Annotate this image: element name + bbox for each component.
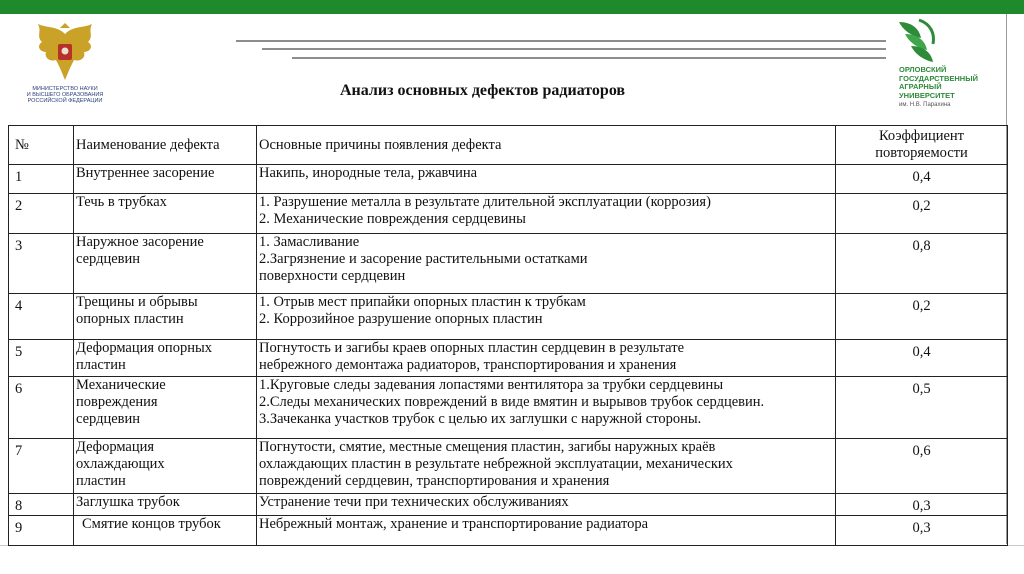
row-number-text: 2 xyxy=(15,198,23,214)
table-row xyxy=(9,340,1008,377)
defect-name xyxy=(74,194,257,234)
university-subtitle: им. Н.В. Парахина xyxy=(899,102,951,108)
row-number-text: 5 xyxy=(15,344,23,360)
ministry-emblem xyxy=(22,22,108,108)
table-row xyxy=(9,294,1008,340)
university-line: УНИВЕРСИТЕТ xyxy=(899,90,955,100)
ministry-line: МИНИСТЕРСТВО НАУКИ xyxy=(32,86,98,92)
defect-name xyxy=(74,165,257,194)
defect-name-line: повреждения xyxy=(76,394,158,410)
row-number xyxy=(9,340,74,377)
defect-name-line: пластин xyxy=(76,357,126,373)
defect-name xyxy=(74,516,257,546)
defect-cause-line: 2.Загрязнение и засорение растительными остатками xyxy=(259,251,588,267)
defect-cause-line: 2. Коррозийное разрушение опорных пластин xyxy=(259,311,543,327)
defect-causes xyxy=(257,377,836,439)
defect-cause-line: охлаждающих пластин в результате небрежной эксплуатации, механических xyxy=(259,456,733,472)
defect-name-line: Трещины и обрывы xyxy=(76,294,198,310)
page-title: Анализ основных дефектов радиаторов xyxy=(340,82,626,99)
defect-cause-line: 2.Следы механических повреждений в виде вмятин и вырывов трубок сердцевин. xyxy=(259,394,765,410)
table-header-row xyxy=(9,126,1008,165)
row-number-text: 3 xyxy=(15,238,23,254)
university-line: ГОСУДАРСТВЕННЫЙ xyxy=(899,73,978,83)
defect-cause-line: Погнутость и загибы краев опорных пластин сердцевин в результате xyxy=(259,340,685,356)
row-number xyxy=(9,234,74,294)
ministry-line: И ВЫСШЕГО ОБРАЗОВАНИЯ xyxy=(26,92,104,98)
defect-cause-line: небрежного демонтажа радиаторов, транспортирования и хранения xyxy=(259,357,677,373)
defect-name-line: опорных пластин xyxy=(76,311,184,327)
row-number xyxy=(9,194,74,234)
defect-causes xyxy=(257,340,836,377)
defect-causes xyxy=(257,165,836,194)
university-line: ОРЛОВСКИЙ xyxy=(899,65,947,74)
row-number-text: 9 xyxy=(15,520,23,536)
coefficient-value: 0,2 xyxy=(912,298,931,314)
header-line-2 xyxy=(262,48,886,50)
repeat-coefficient xyxy=(836,340,1008,377)
table-body xyxy=(9,165,1008,546)
coefficient-value: 0,4 xyxy=(912,169,931,185)
defect-name xyxy=(74,377,257,439)
university-line: АГРАРНЫЙ xyxy=(899,82,942,91)
table-row xyxy=(9,234,1008,294)
table-row xyxy=(9,377,1008,439)
university-logo xyxy=(895,18,1005,118)
header-coefficient xyxy=(836,126,1008,165)
row-number-text: 6 xyxy=(15,381,23,397)
defect-name xyxy=(74,294,257,340)
row-number-text: 1 xyxy=(15,169,23,185)
table-row xyxy=(9,494,1008,516)
coefficient-value: 0,5 xyxy=(912,381,931,397)
defect-name-line: сердцевин xyxy=(76,251,141,267)
defect-cause-line: 2. Механические повреждения сердцевины xyxy=(259,211,526,227)
row-number xyxy=(9,294,74,340)
table-row xyxy=(9,165,1008,194)
defect-name-line: пластин xyxy=(76,473,126,489)
row-number-text: 7 xyxy=(15,443,23,459)
ministry-name xyxy=(22,86,108,104)
header-name: Наименование дефекта xyxy=(74,126,257,165)
defect-name xyxy=(74,494,257,516)
defect-cause-line: Небрежный монтаж, хранение и транспортирование радиатора xyxy=(259,516,649,532)
repeat-coefficient xyxy=(836,194,1008,234)
defect-name-line: Заглушка трубок xyxy=(76,494,180,510)
repeat-coefficient xyxy=(836,294,1008,340)
defect-cause-line: 3.Зачеканка участков трубок с целью их заглушки с наружной стороны. xyxy=(259,411,702,427)
defect-name xyxy=(74,340,257,377)
header-line-1 xyxy=(236,40,886,42)
defect-cause-line: 1. Отрыв мест припайки опорных пластин к трубкам xyxy=(259,294,586,310)
row-number-text: 4 xyxy=(15,298,23,314)
header-causes: Основные причины появления дефекта xyxy=(257,126,836,165)
coefficient-value: 0,2 xyxy=(912,198,931,214)
table-row xyxy=(9,439,1008,494)
defect-cause-line: Устранение течи при технических обслуживаниях xyxy=(259,494,569,510)
repeat-coefficient xyxy=(836,377,1008,439)
top-green-bar xyxy=(0,0,1024,14)
double-headed-eagle-icon xyxy=(32,22,98,84)
defect-cause-line: 1. Разрушение металла в результате длительной эксплуатации (коррозия) xyxy=(259,194,711,210)
row-number xyxy=(9,165,74,194)
coefficient-value: 0,4 xyxy=(912,344,931,360)
header-line-3 xyxy=(292,57,886,59)
defect-cause-line: поверхности сердцевин xyxy=(259,268,406,284)
defect-cause-line: Погнутости, смятие, местные смещения пластин, загибы наружных краёв xyxy=(259,439,716,455)
university-name xyxy=(899,66,1009,100)
header-coef-line: повторяемости xyxy=(875,145,968,161)
repeat-coefficient xyxy=(836,516,1008,546)
header-num: № xyxy=(9,126,74,165)
defect-name-line: Деформация xyxy=(76,439,155,455)
defect-causes xyxy=(257,516,836,546)
defects-table xyxy=(8,125,1008,546)
row-number xyxy=(9,439,74,494)
defect-cause-line: Накипь, инородные тела, ржавчина xyxy=(259,165,478,181)
defect-name xyxy=(74,439,257,494)
row-number xyxy=(9,516,74,546)
header-coef-line: Коэффициент xyxy=(878,128,965,144)
defect-name-line: Деформация опорных xyxy=(76,340,212,356)
defect-causes xyxy=(257,194,836,234)
table-row xyxy=(9,194,1008,234)
defect-causes xyxy=(257,234,836,294)
defect-name-line: охлаждающих xyxy=(76,456,165,472)
defect-name-line: сердцевин xyxy=(76,411,141,427)
coefficient-value: 0,6 xyxy=(912,443,931,459)
defect-causes xyxy=(257,494,836,516)
repeat-coefficient xyxy=(836,439,1008,494)
defect-name xyxy=(74,234,257,294)
defect-cause-line: 1. Замасливание xyxy=(259,234,360,250)
defect-name-line: Внутреннее засорение xyxy=(76,165,215,181)
row-number-text: 8 xyxy=(15,498,23,514)
wheat-leaf-logo-icon xyxy=(895,18,943,66)
repeat-coefficient xyxy=(836,494,1008,516)
defect-causes xyxy=(257,439,836,494)
repeat-coefficient xyxy=(836,165,1008,194)
defect-name-line: Течь в трубках xyxy=(76,194,167,210)
coefficient-value: 0,8 xyxy=(912,238,931,254)
coefficient-value: 0,3 xyxy=(912,498,931,514)
defect-name-line: Наружное засорение xyxy=(76,234,204,250)
repeat-coefficient xyxy=(836,234,1008,294)
table-row xyxy=(9,516,1008,546)
defect-cause-line: 1.Круговые следы задевания лопастями вентилятора за трубки сердцевины xyxy=(259,377,724,393)
row-number xyxy=(9,494,74,516)
ministry-line: РОССИЙСКОЙ ФЕДЕРАЦИИ xyxy=(27,98,103,104)
row-number xyxy=(9,377,74,439)
coefficient-value: 0,3 xyxy=(912,520,931,536)
defect-cause-line: повреждений сердцевин, транспортирования и хранения xyxy=(259,473,610,489)
defect-causes xyxy=(257,294,836,340)
defect-name-line: Механические xyxy=(76,377,166,393)
defect-name-line: Смятие концов трубок xyxy=(82,516,221,532)
